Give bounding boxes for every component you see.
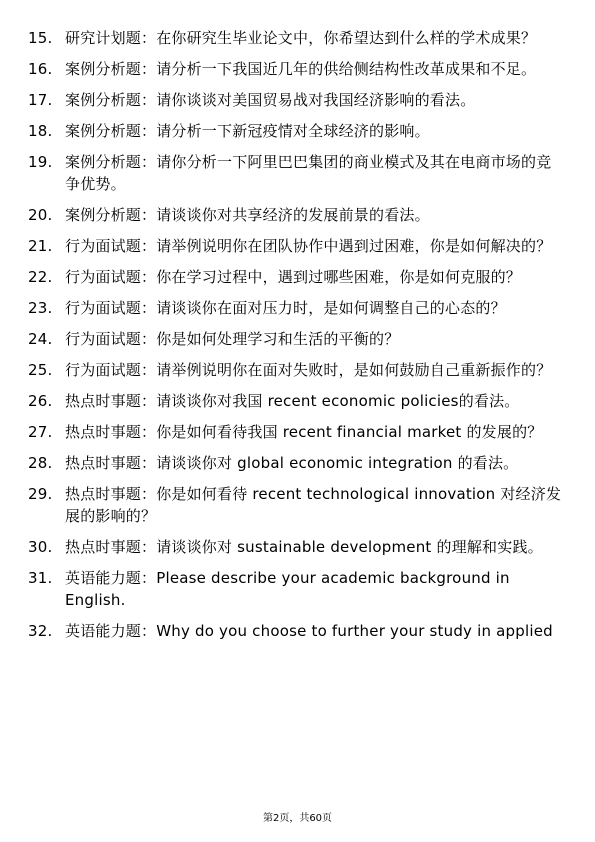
question-item <box>0 89 595 111</box>
question-text: 行为面试题：请举例说明你在团队协作中遇到过困难，你是如何解决的？ <box>65 237 552 255</box>
page-number-label: 第2页，共60页 <box>262 813 333 824</box>
question-item <box>0 235 595 257</box>
question-text: 英语能力题：Why do you choose to further your study in applied <box>65 622 553 640</box>
question-text: 案例分析题：请你谈谈对美国贸易战对我国经济影响的看法。 <box>65 91 476 109</box>
question-number: 26. <box>28 392 53 410</box>
question-item <box>0 536 595 558</box>
question-number: 32. <box>28 622 53 640</box>
question-text: 英语能力题：Please describe your academic background in English. <box>65 569 510 609</box>
question-number: 15. <box>28 29 53 47</box>
question-number: 18. <box>28 122 53 140</box>
question-item <box>0 27 595 49</box>
question-number: 20. <box>28 206 53 224</box>
question-item <box>0 204 595 226</box>
question-item <box>0 359 595 381</box>
question-number: 27. <box>28 423 53 441</box>
question-text: 热点时事题：请谈谈你对 sustainable development 的理解和实践。 <box>65 538 543 556</box>
question-text: 行为面试题：请谈谈你在面对压力时，是如何调整自己的心态的？ <box>65 299 506 317</box>
question-text: 案例分析题：请分析一下新冠疫情对全球经济的影响。 <box>65 122 430 140</box>
question-item <box>0 58 595 80</box>
question-item <box>0 266 595 288</box>
question-item <box>0 620 595 642</box>
page-footer <box>0 812 595 826</box>
question-item <box>0 452 595 474</box>
question-item <box>0 421 595 443</box>
question-number: 17. <box>28 91 53 109</box>
question-item <box>0 483 595 527</box>
question-number: 30. <box>28 538 53 556</box>
question-item <box>0 151 595 195</box>
question-number: 25. <box>28 361 53 379</box>
question-text: 行为面试题：你在学习过程中，遇到过哪些困难，你是如何克服的？ <box>65 268 522 286</box>
question-text: 案例分析题：请分析一下我国近几年的供给侧结构性改革成果和不足。 <box>65 60 537 78</box>
question-text: 热点时事题：请谈谈你对我国 recent economic policies的看法。 <box>65 392 520 410</box>
question-number: 16. <box>28 60 53 78</box>
question-text: 热点时事题：请谈谈你对 global economic integration 的看法。 <box>65 454 519 472</box>
question-item <box>0 390 595 412</box>
question-number: 28. <box>28 454 53 472</box>
question-number: 21. <box>28 237 53 255</box>
question-text: 研究计划题：在你研究生毕业论文中，你希望达到什么样的学术成果？ <box>65 29 537 47</box>
question-number: 23. <box>28 299 53 317</box>
question-number: 24. <box>28 330 53 348</box>
question-number: 22. <box>28 268 53 286</box>
question-text: 案例分析题：请谈谈你对共享经济的发展前景的看法。 <box>65 206 430 224</box>
question-item <box>0 328 595 350</box>
question-text: 热点时事题：你是如何看待我国 recent financial market 的发展的？ <box>65 423 543 441</box>
question-text: 案例分析题：请你分析一下阿里巴巴集团的商业模式及其在电商市场的竞争优势。 <box>65 153 552 193</box>
question-text: 行为面试题：请举例说明你在面对失败时，是如何鼓励自己重新振作的？ <box>65 361 552 379</box>
question-item <box>0 120 595 142</box>
question-text: 行为面试题：你是如何处理学习和生活的平衡的？ <box>65 330 400 348</box>
question-item <box>0 297 595 319</box>
question-text: 热点时事题：你是如何看待 recent technological innovation 对经济发展的影响的？ <box>65 485 562 525</box>
question-number: 29. <box>28 485 53 503</box>
question-number: 19. <box>28 153 53 171</box>
question-list <box>0 27 595 651</box>
question-item <box>0 567 595 611</box>
question-number: 31. <box>28 569 53 587</box>
